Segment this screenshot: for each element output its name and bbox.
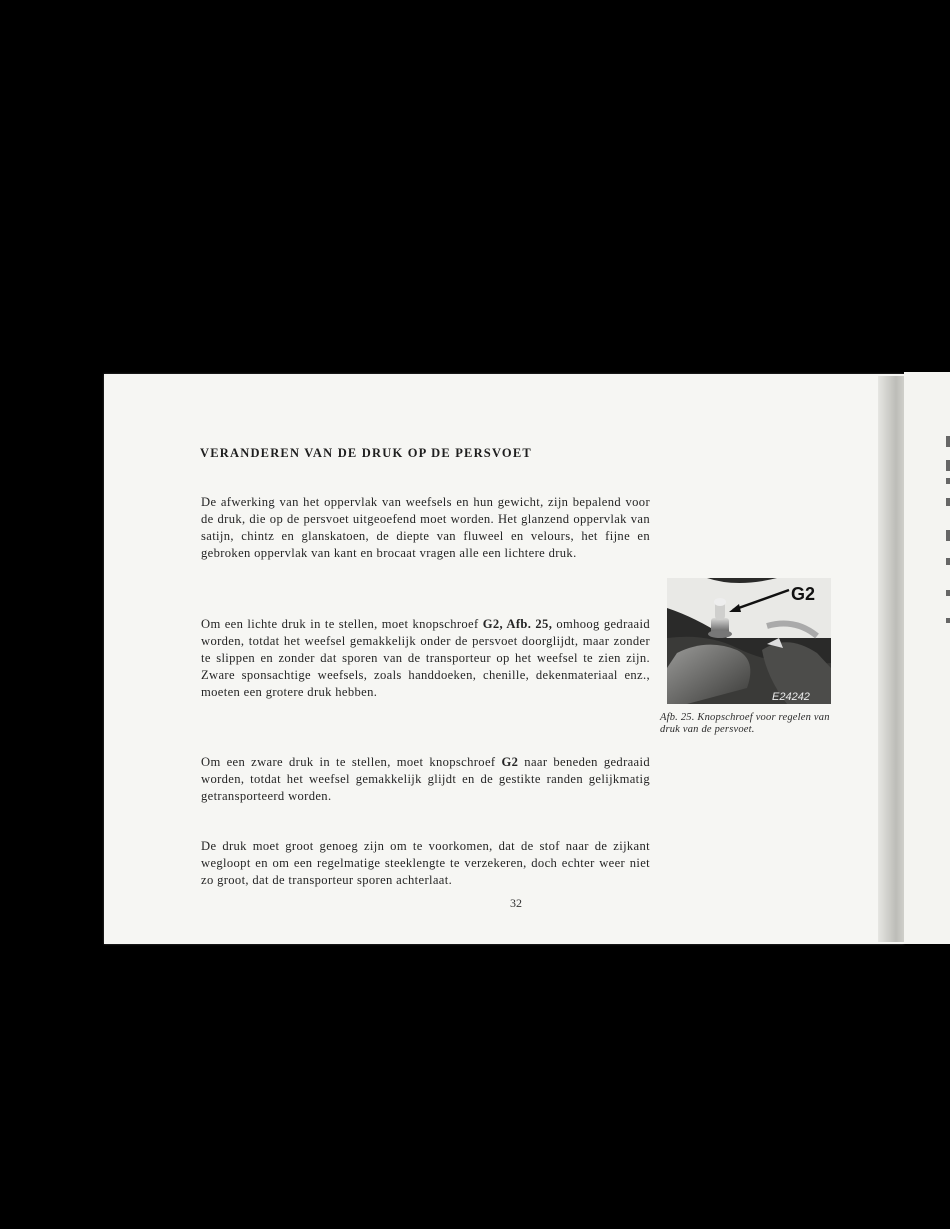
paragraph-4: De druk moet groot genoeg zijn om te voorkomen, dat de stof naar de zijkant wegloopt en om een regelmatige steeklengte te verzekeren, doch echter weer niet zo groot, dat de transporteur sporen achterlaat.	[201, 839, 650, 887]
paragraph-1: De afwerking van het oppervlak van weefsels en hun gewicht, zijn bepalend voor de druk, die op de persvoet uitgeoefend moet worden. Het glanzend oppervlak van satijn, chintz en glanskatoen, de diepte van fluweel en velours, het fijne en gebroken oppervlak van kant en brocaat vragen alle een lichtere druk.	[201, 495, 650, 560]
paragraph-3-text-a: Om een zware druk in te stellen, moet knopschroef	[201, 755, 496, 769]
paragraph-2-text-a: Om een lichte druk in te stellen, moet knopschroef	[201, 617, 479, 631]
figure-label: G2	[791, 584, 816, 604]
paragraph-3-text-b: naar beneden gedraaid worden, totdat het weefsel gemakkelijk glijdt en de gestikte randen gelijkmatig getransporteerd worden.	[201, 755, 650, 803]
paragraph-3	[201, 754, 650, 805]
next-page-edge	[904, 372, 950, 944]
figure-caption	[660, 712, 840, 736]
page-number: 32	[510, 896, 522, 910]
paragraph-2-text-b: omhoog gedraaid worden, totdat het weefsel gemakkelijk onder de persvoet doorglijdt, maar zonder te slippen en zonder dat sporen van de transporteur op het weefsel te zien zijn. Zware sponsachtige weefsels, zoals handdoeken, chenille, dekenmateriaal enz., moeten een grotere druk hebben.	[201, 617, 650, 699]
paragraph-2-bold: G2, Afb. 25,	[482, 617, 553, 631]
figure-knob-screw-photo	[667, 578, 831, 704]
section-title: VERANDEREN VAN DE DRUK OP DE PERSVOET	[200, 446, 532, 460]
paragraph-2	[201, 616, 650, 701]
paragraph-3-bold: G2	[501, 755, 519, 769]
figure-code: E24242	[772, 691, 810, 703]
caption-prefix: Afb. 25.	[660, 712, 695, 723]
caption-text: Knopschroef voor regelen van druk van de persvoet.	[660, 712, 830, 735]
